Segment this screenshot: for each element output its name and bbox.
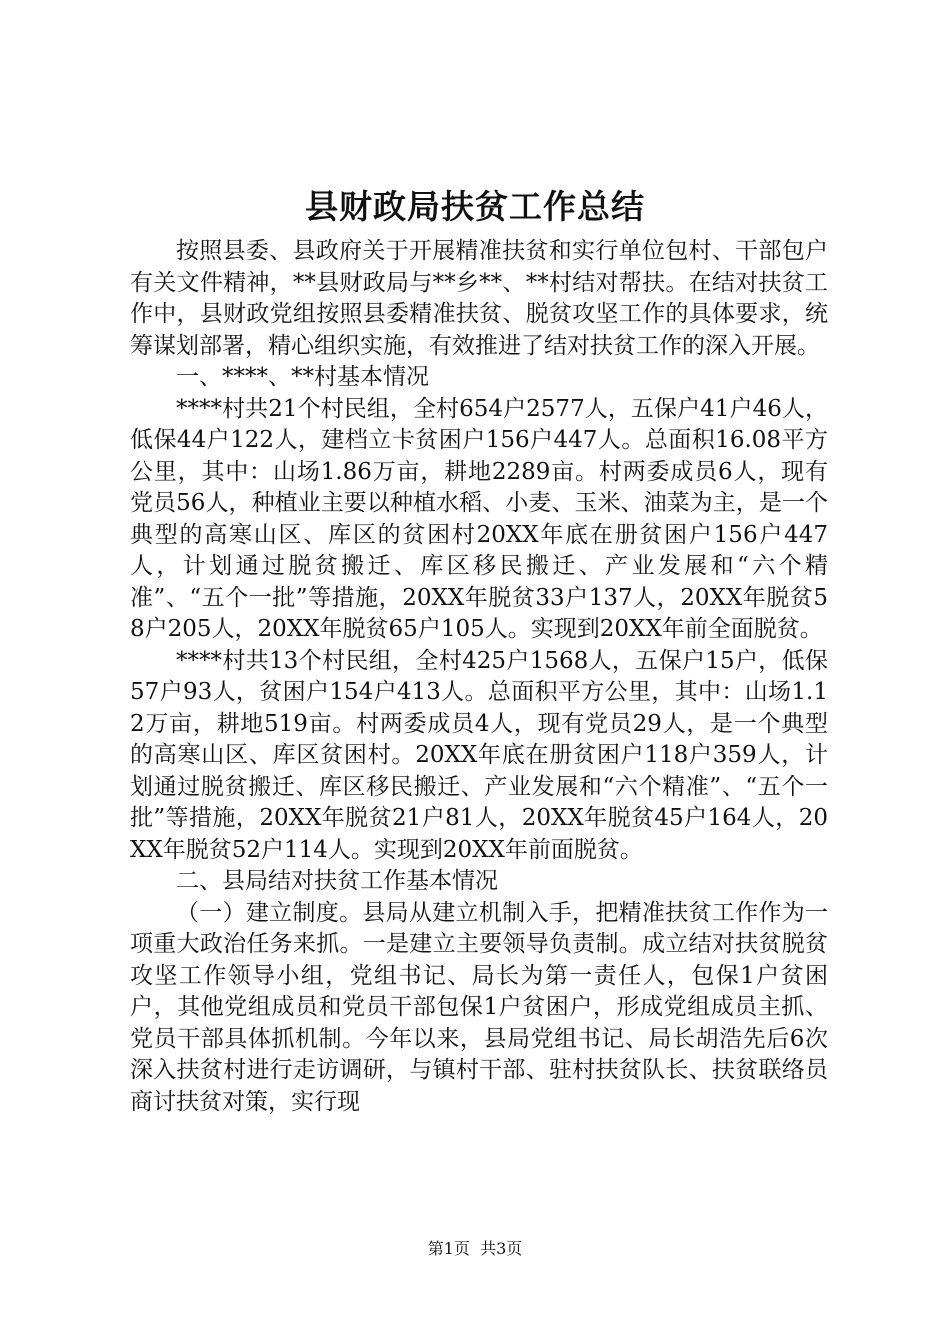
document-body: [130, 236, 828, 1118]
intro-paragraph: 按照县委、县政府关于开展精准扶贫和实行单位包村、干部包户有关文件精神，**县财政局与**乡**、**村结对帮扶。在结对扶贫工作中，县财政党组按照县委精准扶贫、脱贫攻坚工作的具体要求，统筹谋划部署，精心组织实施，有效推进了结对扶贫工作的深入开展。: [130, 238, 828, 359]
section-heading-1: 一、****、**村基本情况: [176, 364, 429, 390]
village-2-paragraph: ****村共13个村民组，全村425户1568人，五保户15户，低保57户93人，贫困户154户413人。总面积平方公里，其中：山场1.12万亩，耕地519亩。村两委成员4人，现有党员29人，是一个典型的高寒山区、库区贫困村。20XX年底在册贫困户118户359人，计划通过脱贫搬迁、库区移民搬迁、产业发展和“六个精准”、“五个一批”等措施，20XX年脱贫21户81人，20XX年脱贫45户164人，20XX年脱贫52户114人。实现到20XX年前面脱贫。: [130, 647, 828, 863]
page-total: 共3页: [480, 1239, 523, 1258]
document-title: 县财政局扶贫工作总结: [305, 187, 645, 226]
section-heading-2: 二、县局结对扶贫工作基本情况: [176, 868, 498, 894]
page-footer: [0, 1238, 950, 1260]
village-1-paragraph: ****村共21个村民组，全村654户2577人，五保户41户46人，低保44户122人，建档立卡贫困户156户447人。总面积16.08平方公里，其中：山场1.86万亩，耕地2289亩。村两委成员6人，现有党员56人，种植业主要以种植水稻、小麦、玉米、油菜为主，是一个典型的高寒山区、库区的贫困村20XX年底在册贫困户156户447人，计划通过脱贫搬迁、库区移民搬迁、产业发展和“六个精准”、“五个一批”等措施，20XX年脱贫33户137人，20XX年脱贫58户205人，20XX年脱贫65户105人。实现到20XX年前全面脱贫。: [130, 395, 828, 642]
page-number: 第1页: [427, 1239, 470, 1258]
system-paragraph: （一）建立制度。县局从建立机制入手，把精准扶贫工作作为一项重大政治任务来抓。一是建立主要领导负责制。成立结对扶贫脱贫攻坚工作领导小组，党组书记、局长为第一责任人，包保1户贫困户，其他党组成员和党员干部包保1户贫困户，形成党组成员主抓、党员干部具体抓机制。今年以来，县局党组书记、局长胡浩先后6次深入扶贫村进行走访调研，与镇村干部、驻村扶贫队长、扶贫联络员商讨扶贫对策，实行现: [130, 899, 828, 1115]
